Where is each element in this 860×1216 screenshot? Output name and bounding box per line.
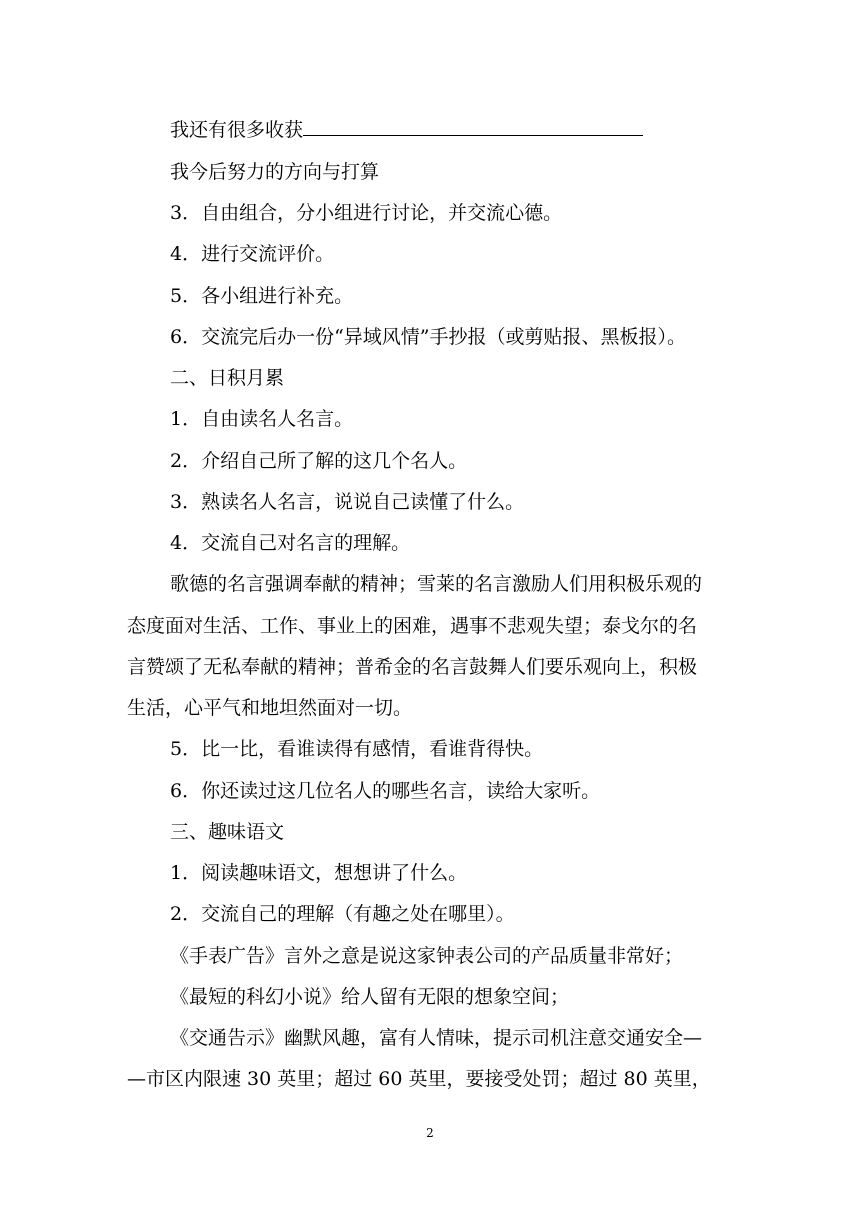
paragraph-line: 歌德的名言强调奉献的精神；雪莱的名言激励人们用积极乐观的	[170, 573, 703, 595]
list-item: 6．你还读过这几位名人的哪些名言，读给大家听。	[170, 780, 601, 802]
list-item: 5．各小组进行补充。	[170, 285, 354, 307]
list-item: 5．比一比，看谁读得有感情，看谁背得快。	[170, 738, 544, 760]
paragraph-line: 生活，心平气和地坦然面对一切。	[127, 697, 413, 719]
list-item: 4．交流自己对名言的理解。	[170, 532, 411, 554]
section-heading: 二、日积月累	[170, 367, 285, 389]
list-item: 4．进行交流评价。	[170, 243, 335, 265]
list-item: 3．熟读名人名言，说说自己读懂了什么。	[170, 491, 525, 513]
section-heading: 三、趣味语文	[170, 821, 285, 843]
list-item: 1．自由读名人名言。	[170, 408, 354, 430]
list-item: 2．介绍自己所了解的这几个名人。	[170, 450, 468, 472]
paragraph-line: 态度面对生活、工作、事业上的困难，遇事不悲观失望；泰戈尔的名	[127, 615, 698, 637]
list-item: 3．自由组合，分小组进行讨论，并交流心德。	[170, 202, 563, 224]
paragraph-line: 言赞颂了无私奉献的精神；普希金的名言鼓舞人们要乐观向上，积极	[127, 656, 698, 678]
list-item: 6．交流完后办一份“异域风情”手抄报（或剪贴报、黑板报）。	[170, 326, 687, 348]
paragraph-line: —市区内限速 30 英里；超过 60 英里，要接受处罚；超过 80 英里，	[127, 1068, 711, 1090]
paragraph-line: 《手表广告》言外之意是说这家钟表公司的产品质量非常好；	[170, 945, 684, 967]
fill-in-blank	[303, 117, 643, 136]
paragraph-line: 《交通告示》幽默风趣，富有人情味，提示司机注意交通安全—	[170, 1027, 703, 1049]
text-line-harvest: 我还有很多收获	[170, 117, 740, 143]
page-number: 2	[426, 1126, 434, 1140]
list-item: 2．交流自己的理解（有趣之处在哪里）。	[170, 903, 515, 925]
text-line: 我今后努力的方向与打算	[170, 161, 380, 183]
list-item: 1．阅读趣味语文，想想讲了什么。	[170, 862, 468, 884]
paragraph-line: 《最短的科幻小说》给人留有无限的想象空间；	[170, 986, 570, 1008]
